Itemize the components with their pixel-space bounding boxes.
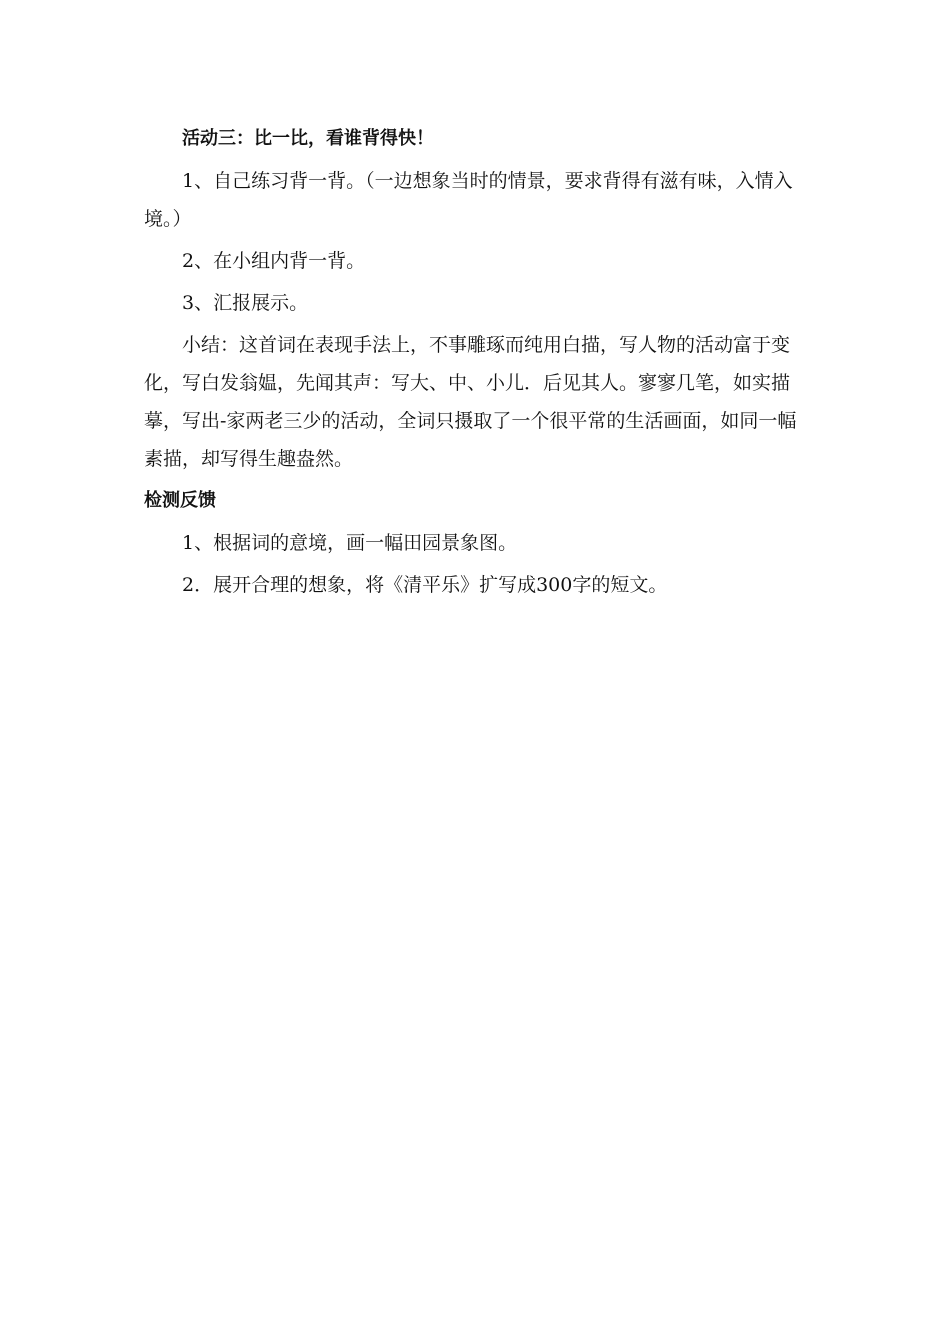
activity3-item3: 3、汇报展示。	[182, 292, 309, 314]
activity3-title: 活动三：比一比，看谁背得快！	[182, 128, 434, 149]
summary-line-2: 化，写白发翁媪，先闻其声：写大、中、小儿．后见其人。寥寥几笔，如实描	[144, 372, 791, 394]
document-page	[144, 120, 806, 604]
activity3-item2: 2、在小组内背一背。	[182, 250, 366, 272]
feedback-item1: 1、根据词的意境，画一幅田园景象图。	[182, 532, 518, 554]
activity3-item1-line2: 境。）	[144, 208, 192, 230]
summary-line-1: 小结：这首词在表现手法上，不事雕琢而纯用白描，写人物的活动富于变	[182, 334, 791, 356]
activity3-item1-line1: 1、自己练习背一背。（一边想象当时的情景，要求背得有滋有味，入情入	[182, 170, 793, 192]
feedback-item2: 2．展开合理的想象，将《清平乐》扩写成300字的短文。	[182, 574, 668, 596]
summary-line-3: 摹，写出-家两老三少的活动，全词只摄取了一个很平常的生活画面，如同一幅	[144, 410, 797, 432]
feedback-title: 检测反馈	[144, 490, 216, 511]
activity3-summary	[144, 326, 806, 478]
activity3-item1	[144, 162, 806, 238]
summary-line-4: 素描，却写得生趣盎然。	[144, 448, 354, 470]
